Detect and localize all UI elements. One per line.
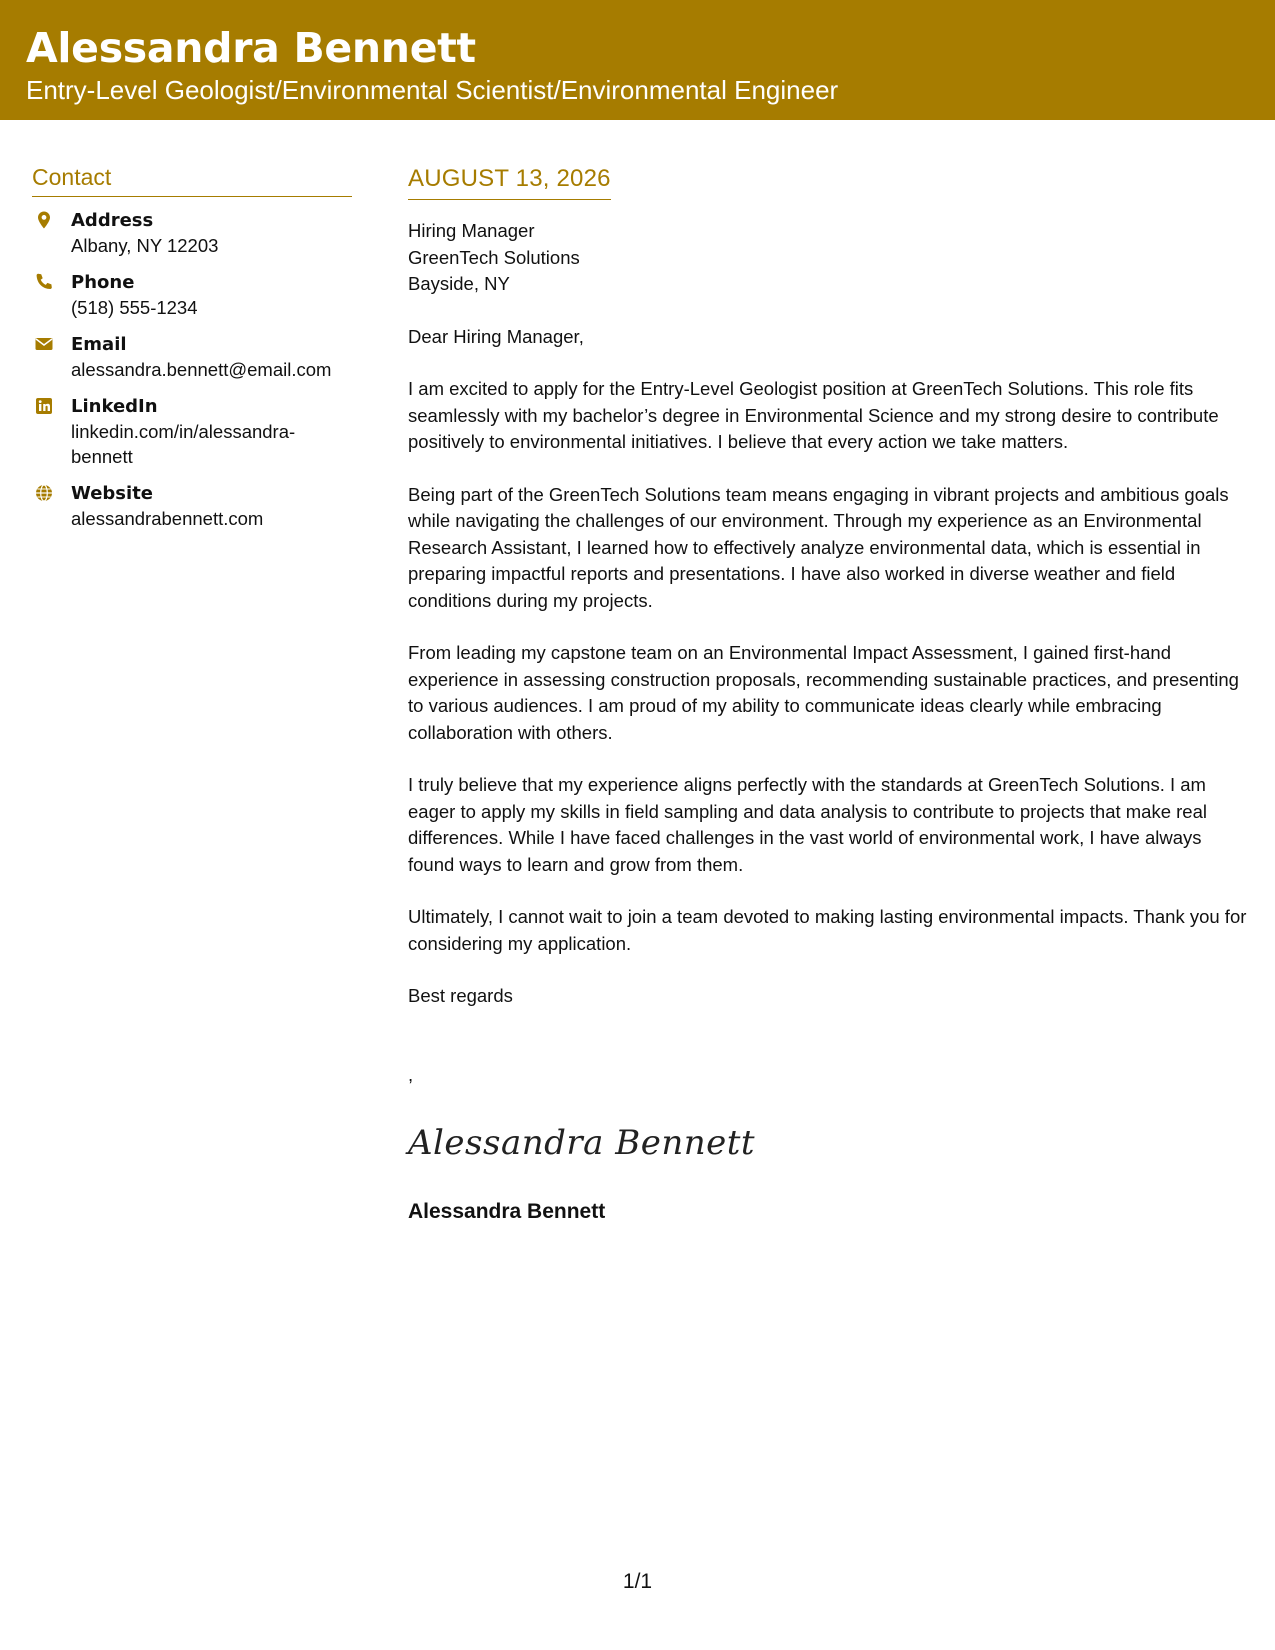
recipient-line: Hiring Manager xyxy=(408,220,535,241)
body-paragraph: Being part of the GreenTech Solutions team means engaging in vibrant projects and ambitious goals while navigating the challenges of our environment. Through my experience as an Environmental Research Assistant, I learned how to effectively analyze environmental data, which is essential in preparing impactful reports and presentations. I have also worked in diverse weather and field conditions during my projects. xyxy=(408,483,1229,611)
contact-label: LinkedIn xyxy=(71,396,158,417)
linkedin-icon xyxy=(34,396,54,416)
map-pin-icon xyxy=(34,210,54,230)
body-paragraph: I truly believe that my experience aligns perfectly with the standards at GreenTech Solutions. I am eager to apply my skills in field sampling and data analysis to contribute to projects that make real differences. While I have faced challenges in the vast world of environmental work, I have always found ways to learn and grow from them. xyxy=(408,774,1207,875)
job-title: Entry-Level Geologist/Environmental Scientist/Environmental Engineer xyxy=(26,75,839,105)
contact-label: Website xyxy=(71,483,154,504)
salutation: Dear Hiring Manager, xyxy=(408,325,584,347)
contact-label: Address xyxy=(71,210,154,231)
contact-value: alessandra.bennett@email.com xyxy=(71,359,332,380)
contact-list xyxy=(32,209,352,531)
body-paragraph: I am excited to apply for the Entry-Level Geologist position at GreenTech Solutions. This role fits seamlessly with my bachelor’s degree in Environmental Science and my strong desire to contribute positively to environmental initiatives. I believe that every action we take matters. xyxy=(408,378,1219,452)
recipient-line: Bayside, NY xyxy=(408,273,510,294)
date-block xyxy=(408,164,611,200)
contact-value: (518) 555-1234 xyxy=(71,297,198,318)
globe-icon xyxy=(34,483,54,503)
header-banner xyxy=(0,0,1275,120)
letter-date: AUGUST 13, 2026 xyxy=(408,165,611,192)
contact-value: linkedin.com/in/alessandra-bennett xyxy=(71,421,296,467)
recipient-line: GreenTech Solutions xyxy=(408,246,580,268)
applicant-name: Alessandra Bennett xyxy=(26,24,476,72)
closing: Best regards xyxy=(408,985,513,1006)
envelope-icon xyxy=(34,334,54,354)
letter-body xyxy=(408,164,1248,1226)
page-number: 1/1 xyxy=(622,1570,653,1593)
contact-label: Email xyxy=(71,334,127,355)
contact-email xyxy=(32,333,352,382)
handwritten-signature: Alessandra Bennett xyxy=(408,1122,756,1163)
body-paragraph: Ultimately, I cannot wait to join a team devoted to making lasting environmental impacts. Thank you for considering my application. xyxy=(408,906,1247,954)
contact-label: Phone xyxy=(71,272,135,293)
contact-value: alessandrabennett.com xyxy=(71,508,264,529)
recipient-block xyxy=(408,218,1248,298)
contact-website xyxy=(32,482,352,531)
contact-phone xyxy=(32,271,352,320)
contact-address xyxy=(32,209,352,258)
contact-heading: Contact xyxy=(32,162,352,197)
body-paragraph: From leading my capstone team on an Environmental Impact Assessment, I gained first-hand experience in assessing construction proposals, recommending sustainable practices, and presenting to various audiences. I am proud of my ability to communicate ideas clearly while embracing collaboration with others. xyxy=(408,642,1239,743)
contact-value: Albany, NY 12203 xyxy=(71,235,219,256)
closing-comma: , xyxy=(408,1063,414,1085)
phone-icon xyxy=(34,272,54,292)
contact-linkedin xyxy=(32,395,352,469)
contact-sidebar xyxy=(32,162,352,544)
signer-name: Alessandra Bennett xyxy=(408,1199,606,1223)
